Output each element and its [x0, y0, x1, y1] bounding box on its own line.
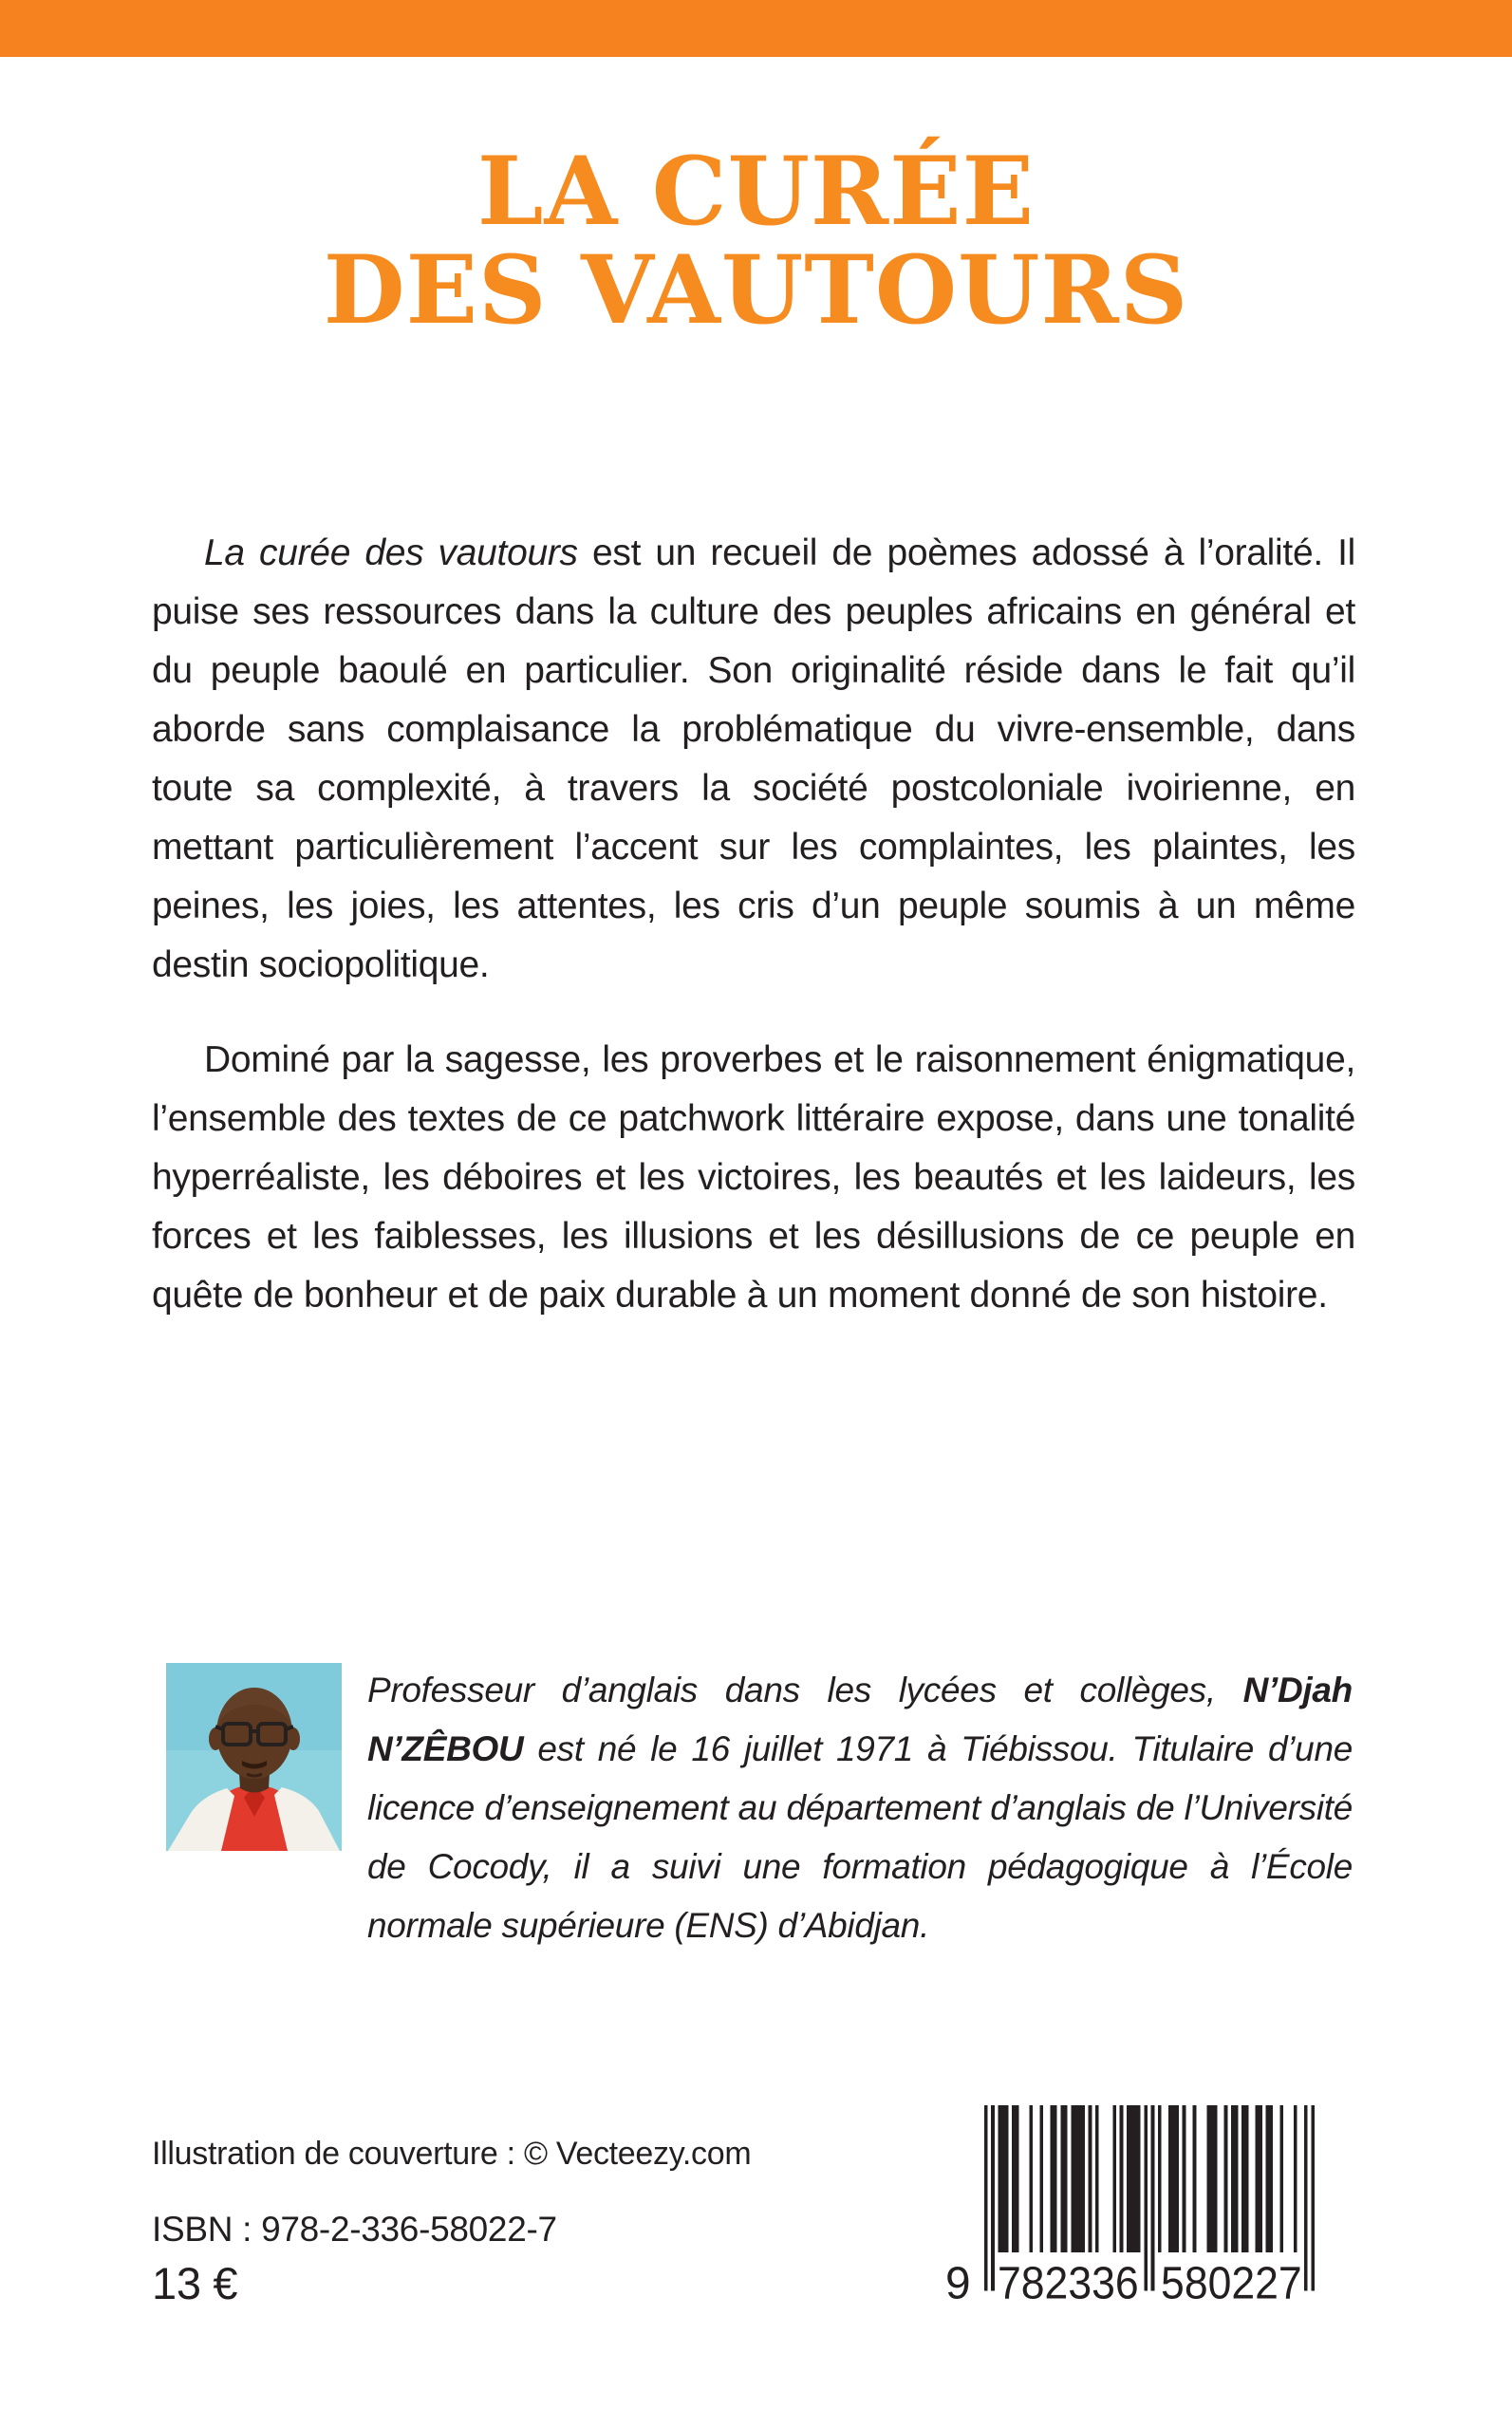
barcode-digits-right: 580227 [1161, 2258, 1302, 2305]
isbn-text: ISBN : 978-2-336-58022-7 [152, 2210, 557, 2249]
synopsis [152, 524, 1355, 1325]
book-title-line2: DES VAUTOURS [323, 235, 1189, 345]
price-text: 13 € [152, 2258, 238, 2308]
top-accent-band [0, 0, 1512, 57]
author-bio [367, 1661, 1353, 1955]
author-bio-suffix: est né le 16 juillet 1971 à Tiébissou. Titulaire d’une licence d’enseignement au département d’anglais de l’Université de Cocody, il a suivi une formation pédagogique à l’École normale supérieure (ENS) d’Abidjan. [367, 1729, 1353, 1945]
book-title-inline-italic: La curée des vautours [204, 532, 578, 573]
illustration-credit: Illustration de couverture : © Vecteezy.com [152, 2136, 752, 2172]
synopsis-paragraph-2: Dominé par la sagesse, les proverbes et le raisonnement énigmatique, l’ensemble des textes de ce patchwork littéraire expose, dans une tonalité hyperréaliste, les déboires et les victoires, les beautés et les laideurs, les forces et les faiblesses, les illusions et les désillusions de ce peuple en quête de bonheur et de paix durable à un moment donné de son histoire. [152, 1039, 1355, 1316]
author-bio-prefix: Professeur d’anglais dans les lycées et collèges, [367, 1671, 1243, 1709]
book-title-line1: LA CURÉE [476, 137, 1036, 247]
author-section [166, 1661, 1353, 1955]
barcode-svg [943, 2105, 1317, 2305]
author-photo [166, 1663, 342, 1851]
book-title [0, 137, 1512, 345]
barcode [943, 2105, 1317, 2305]
synopsis-paragraph-1 [152, 524, 1355, 995]
author-name: N’Djah N’ZÊBOU [367, 1671, 1353, 1768]
barcode-digit-first: 9 [945, 2258, 971, 2305]
barcode-digits-left: 782336 [998, 2258, 1139, 2305]
synopsis-paragraph-1-text: est un recueil de poèmes adossé à l’oralité. Il puise ses ressources dans la culture des peuples africains en général et du peuple baoulé en particulier. Son originalité réside dans le fait qu’il aborde sans complaisance la problématique du vivre-ensemble, dans toute sa complexité, à travers la société postcoloniale ivoirienne, en mettant particulièrement l’accent sur les complaintes, les plaintes, les peines, les joies, les attentes, les cris d’un peuple soumis à un même destin sociopolitique. [152, 532, 1356, 985]
